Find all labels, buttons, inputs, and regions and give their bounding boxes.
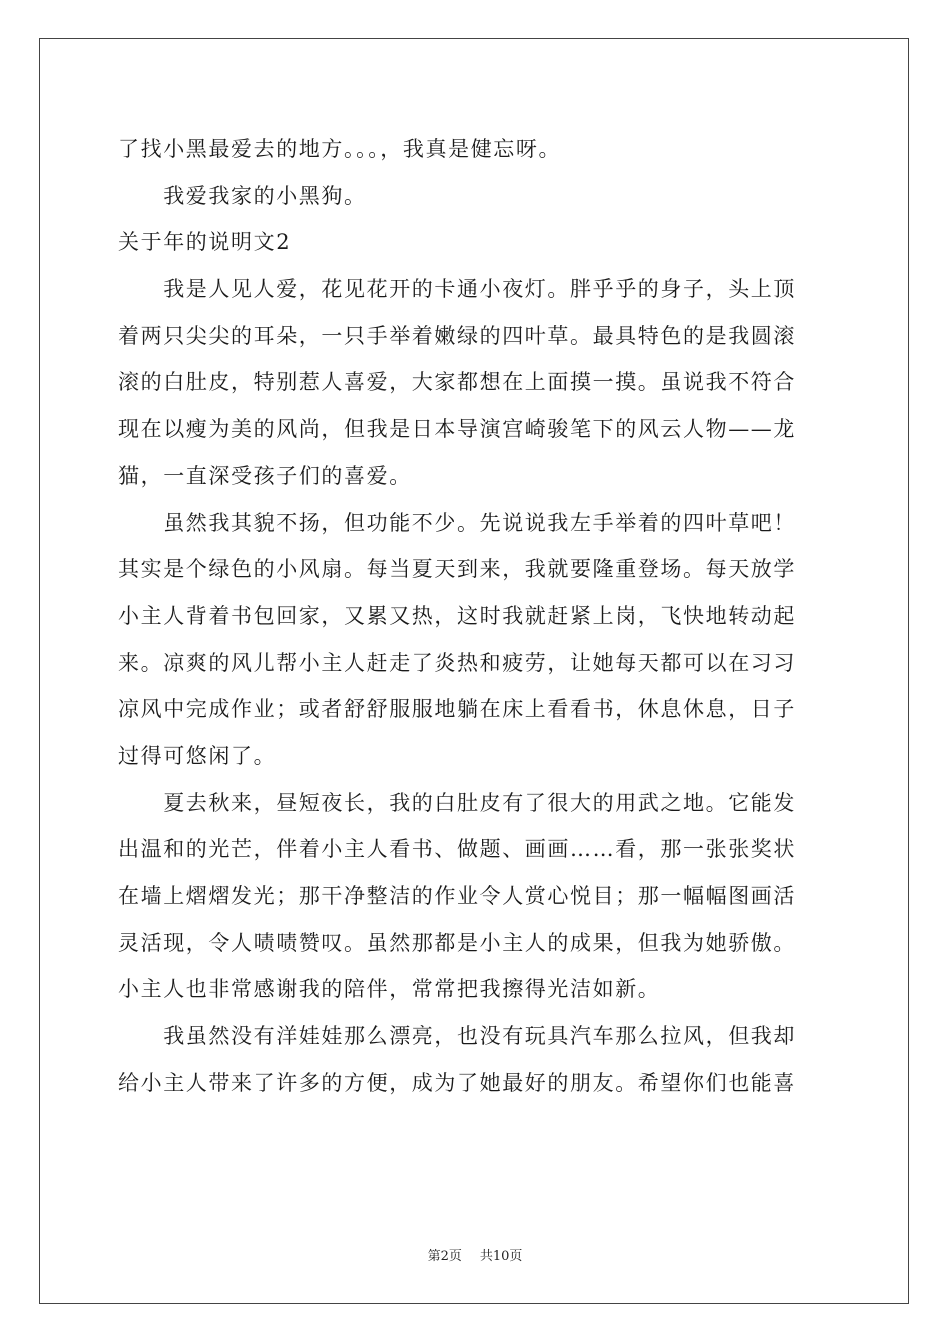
section-heading: 关于年的说明文2 [118,230,292,255]
text-line: 凉风中完成作业；或者舒舒服服地躺在床上看看书，休息休息，日子 [118,697,796,722]
text-line: 虽然我其貌不扬，但功能不少。先说说我左手举着的四叶草吧！ [118,510,796,535]
text-line: 给小主人带来了许多的方便，成为了她最好的朋友。希望你们也能喜 [118,1070,796,1095]
text-line: 滚的白肚皮，特别惹人喜爱，大家都想在上面摸一摸。虽说我不符合 [118,370,796,395]
text-line: 小主人也非常感谢我的陪伴，常常把我擦得光洁如新。 [118,977,661,1002]
page-footer [0,1245,950,1264]
text-line: 着两只尖尖的耳朵，一只手举着嫩绿的四叶草。最具特色的是我圆滚 [118,323,796,348]
text-line: 我是人见人爱，花见花开的卡通小夜灯。胖乎乎的身子，头上顶 [118,277,796,302]
text-line: 灵活现，令人啧啧赞叹。虽然那都是小主人的成果，但我为她骄傲。 [118,930,796,955]
text-line: 我虽然没有洋娃娃那么漂亮，也没有玩具汽车那么拉风，但我却 [118,1024,796,1049]
text-line: 猫，一直深受孩子们的喜爱。 [118,463,412,488]
text-line: 过得可悠闲了。 [118,743,277,768]
text-line: 我爱我家的小黑狗。 [118,183,367,208]
text-line: 来。凉爽的风儿帮小主人赶走了炎热和疲劳，让她每天都可以在习习 [118,650,796,675]
text-line: 小主人背着书包回家，又累又热，这时我就赶紧上岗，飞快地转动起 [118,603,796,628]
document-body [118,126,834,1106]
text-line: 在墙上熠熠发光；那干净整洁的作业令人赏心悦目；那一幅幅图画活 [118,884,796,908]
text-line: 出温和的光芒，伴着小主人看书、做题、画画……看，那一张张奖状 [118,837,796,862]
text-line: 其实是个绿色的小风扇。每当夏天到来，我就要隆重登场。每天放学 [118,557,796,582]
page-total: 共10页 [479,1249,523,1264]
text-line: 现在以瘦为美的风尚，但我是日本导演宫崎骏笔下的风云人物——龙 [118,417,796,442]
text-line: 夏去秋来，昼短夜长，我的白肚皮有了很大的用武之地。它能发 [118,790,796,815]
page-number: 第2页 [427,1249,462,1264]
text-line: 了找小黑最爱去的地方。。。，我真是健忘呀。 [118,137,562,161]
